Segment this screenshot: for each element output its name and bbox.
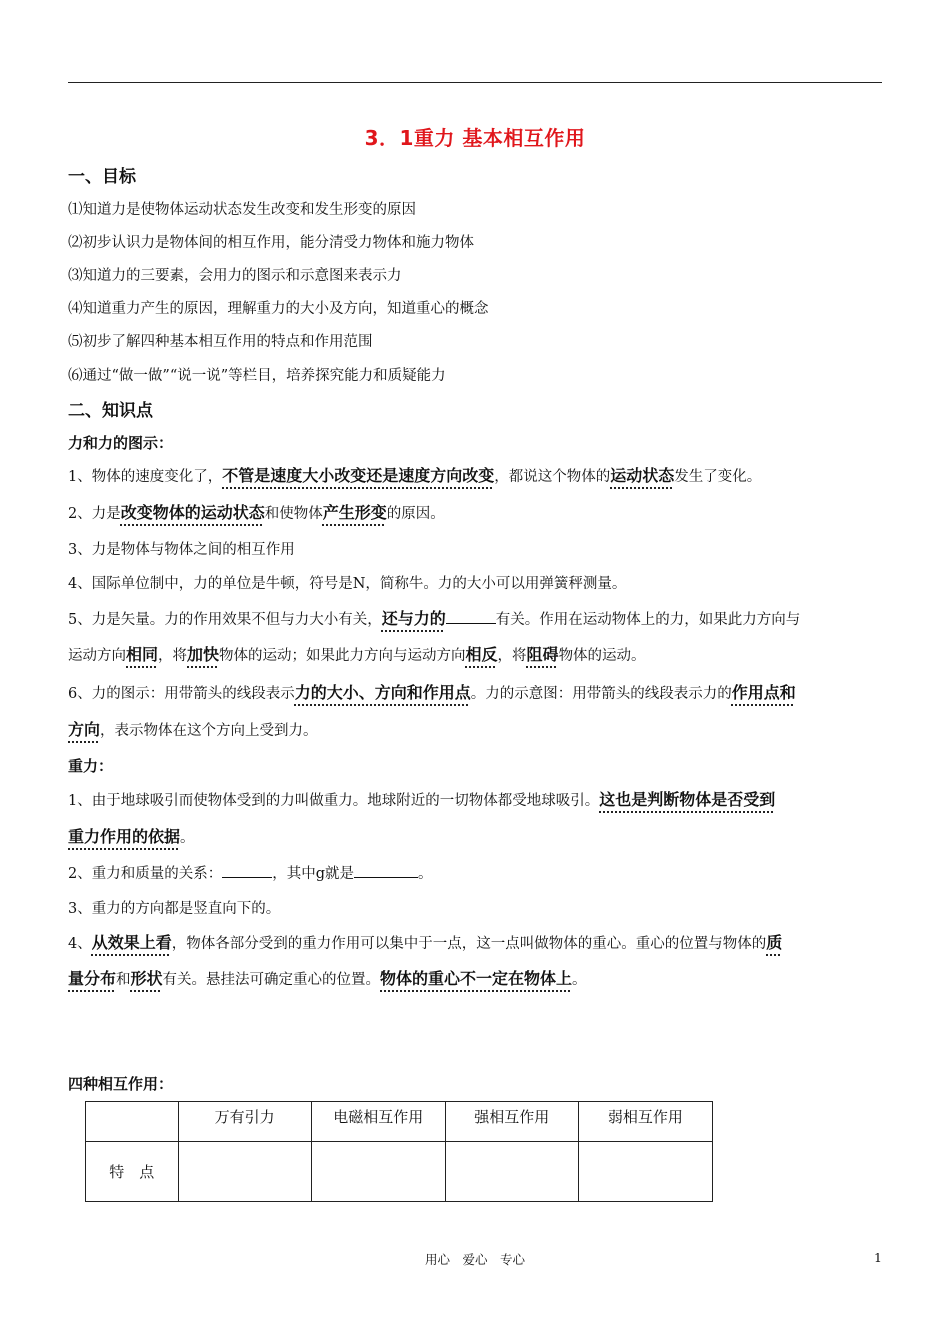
goals-heading: 一、目标	[68, 167, 136, 187]
goal-item: ⑴知道力是使物体运动状态发生改变和发生形变的原因	[68, 202, 416, 218]
table-cell	[178, 1142, 311, 1202]
table-header-cell: 电磁相互作用	[311, 1102, 445, 1142]
gravity-heading: 重力：	[68, 757, 114, 775]
force-paragraph-6: 6、力的图示：用带箭头的线段表示力的大小、方向和作用点。力的示意图：用带箭头的线段表示力的作用点和	[68, 683, 796, 702]
force-heading: 力和力的图示：	[68, 434, 174, 452]
force-paragraph-1: 1、物体的速度变化了，不管是速度大小改变还是速度方向改变，都说这个物体的运动状态发生了变化。	[68, 466, 762, 485]
table-header-cell: 强相互作用	[445, 1102, 578, 1142]
table-row-label: 特 点	[86, 1142, 179, 1202]
page-number: 1	[874, 1250, 882, 1265]
force-paragraph-3: 3、力是物体与物体之间的相互作用	[68, 542, 295, 558]
gravity-paragraph-1: 1、由于地球吸引而使物体受到的力叫做重力。地球附近的一切物体都受地球吸引。这也是判断物体是否受到	[68, 790, 776, 809]
emphasis-text: 方向	[68, 720, 101, 739]
emphasis-text: 重力作用的依据	[68, 827, 181, 846]
goal-item: ⑶知道力的三要素，会用力的图示和示意图来表示力	[68, 268, 402, 284]
emphasis-text: 形状	[130, 969, 163, 988]
goal-item: ⑹通过“做一做”“说一说”等栏目，培养探究能力和质疑能力	[68, 368, 446, 384]
force-paragraph-5-cont: 运动方向相同，将加快物体的运动；如果此力方向与运动方向相反，将阻碍物体的运动。	[68, 645, 646, 664]
table-header-cell	[86, 1102, 179, 1142]
emphasis-text: 这也是判断物体是否受到	[599, 790, 776, 809]
header-rule	[68, 82, 882, 83]
goal-item: ⑵初步认识力是物体间的相互作用，能分清受力物体和施力物体	[68, 235, 474, 251]
gravity-paragraph-3: 3、重力的方向都是竖直向下的。	[68, 901, 281, 917]
interactions-heading: 四种相互作用：	[68, 1075, 174, 1093]
table-row	[86, 1142, 713, 1202]
table-cell	[578, 1142, 712, 1202]
interactions-table	[85, 1101, 713, 1202]
fill-in-blank	[446, 609, 496, 624]
emphasis-text: 相反	[465, 645, 498, 664]
force-paragraph-4: 4、国际单位制中，力的单位是牛顿，符号是N，简称牛。力的大小可以用弹簧秤测量。	[68, 576, 627, 592]
force-paragraph-6-cont: 方向，表示物体在这个方向上受到力。	[68, 720, 318, 739]
gravity-paragraph-4-cont: 量分布和形状有关。悬挂法可确定重心的位置。物体的重心不一定在物体上。	[68, 969, 587, 988]
force-paragraph-5: 5、力是矢量。力的作用效果不但与力大小有关，还与力的 有关。作用在运动物体上的力，如果此力方向与	[68, 609, 801, 628]
table-cell	[445, 1142, 578, 1202]
emphasis-text: 作用点和	[731, 683, 796, 702]
knowledge-heading: 二、知识点	[68, 401, 153, 421]
emphasis-text: 从效果上看	[91, 933, 172, 952]
gravity-paragraph-2: 2、重力和质量的关系： ，其中g就是 。	[68, 862, 433, 883]
goal-item: ⑷知道重力产生的原因，理解重力的大小及方向，知道重心的概念	[68, 301, 489, 317]
gravity-paragraph-1-cont: 重力作用的依据。	[68, 827, 195, 846]
emphasis-text: 产生形变	[322, 503, 387, 522]
emphasis-text: 质	[766, 933, 783, 952]
emphasis-text: 物体的重心不一定在物体上	[380, 969, 573, 988]
emphasis-text: 还与力的	[381, 609, 446, 628]
emphasis-text: 运动状态	[610, 466, 675, 485]
gravity-paragraph-4: 4、从效果上看，物体各部分受到的重力作用可以集中于一点，这一点叫做物体的重心。重心的位置与物体的质	[68, 933, 783, 952]
table-cell	[311, 1142, 445, 1202]
emphasis-text: 阻碍	[526, 645, 559, 664]
table-header-cell: 弱相互作用	[578, 1102, 712, 1142]
emphasis-text: 量分布	[68, 969, 117, 988]
footer-text: 用心 爱心 专心	[424, 1252, 525, 1267]
force-paragraph-2: 2、力是改变物体的运动状态和使物体产生形变的原因。	[68, 503, 445, 522]
emphasis-text: 加快	[187, 645, 220, 664]
emphasis-text: 相同	[126, 645, 159, 664]
emphasis-text: 改变物体的运动状态	[120, 503, 265, 522]
fill-in-blank	[222, 863, 272, 878]
page-title: 3．1重力 基本相互作用	[364, 126, 586, 150]
table-header-row	[86, 1102, 713, 1142]
fill-in-blank	[354, 863, 418, 878]
emphasis-text: 力的大小、方向和作用点	[294, 683, 471, 702]
goal-item: ⑸初步了解四种基本相互作用的特点和作用范围	[68, 334, 373, 350]
emphasis-text: 不管是速度大小改变还是速度方向改变	[222, 466, 495, 485]
table-header-cell: 万有引力	[178, 1102, 311, 1142]
